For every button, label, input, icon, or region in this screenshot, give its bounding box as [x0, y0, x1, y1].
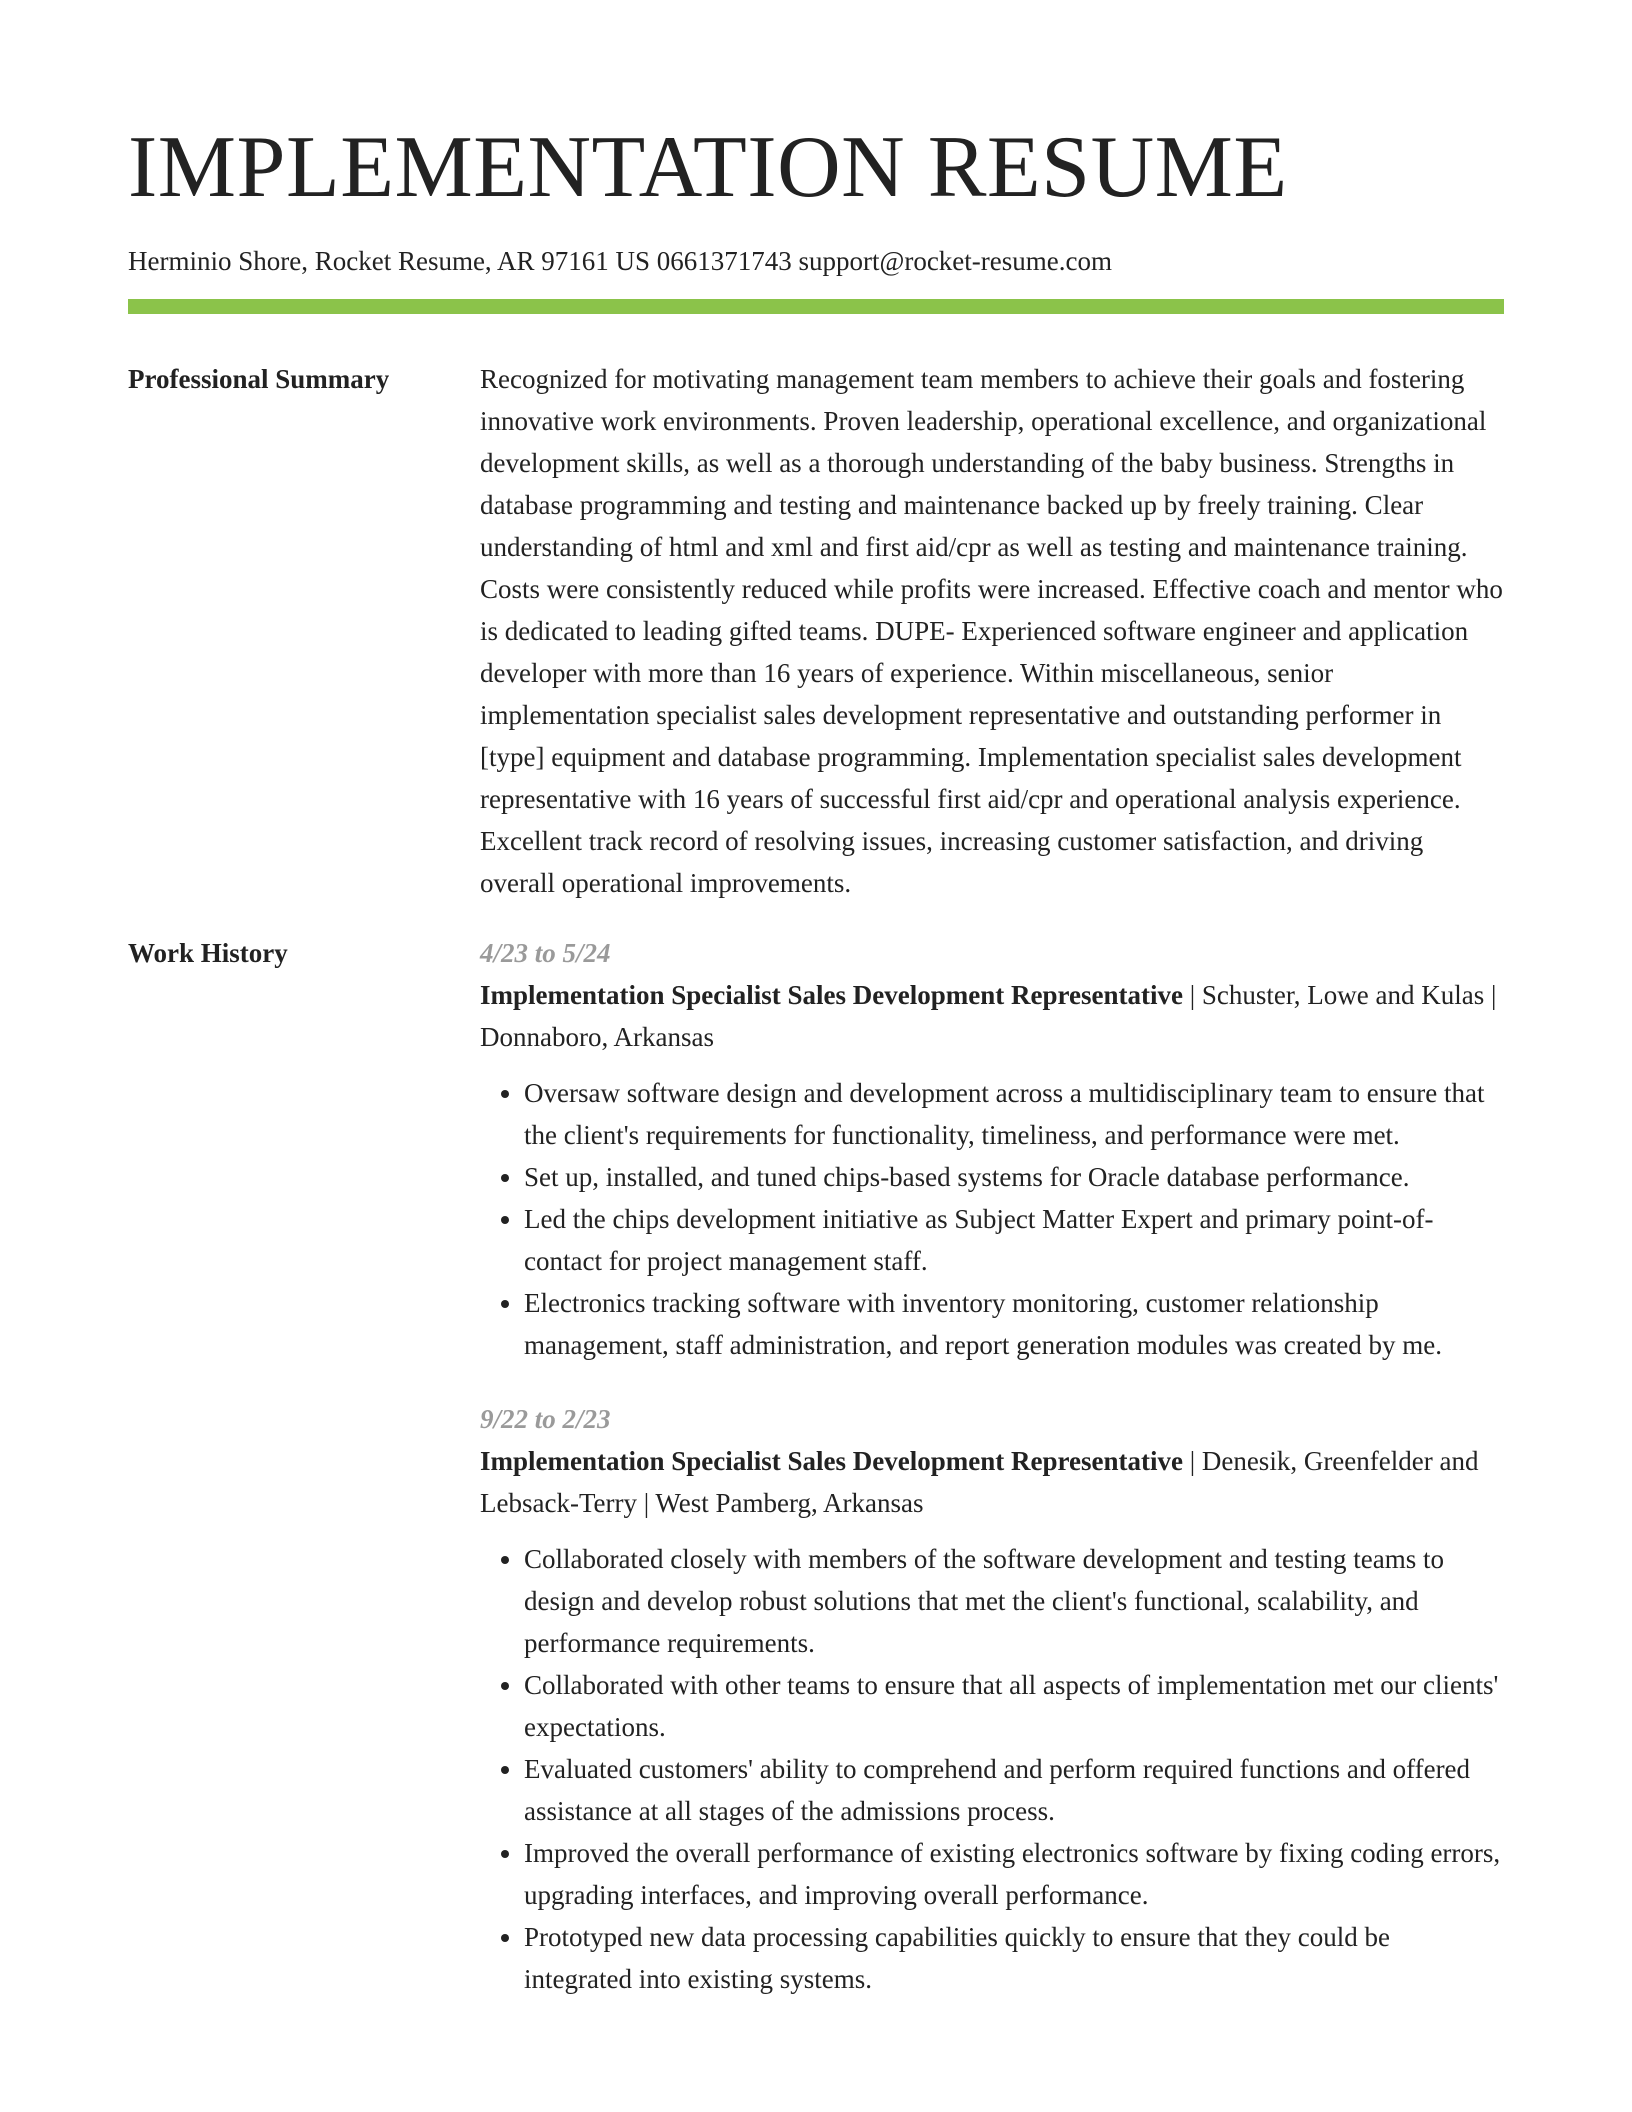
section-body-professional-summary [480, 358, 1504, 904]
job-dates: 4/23 to 5/24 [480, 938, 611, 968]
job-entry [480, 932, 1504, 1366]
job-title: Implementation Specialist Sales Development Representative [480, 1446, 1183, 1476]
section-label-work-history: Work History [128, 938, 288, 968]
job-bullets [480, 1538, 1504, 2000]
job-bullet: • Electronics tracking software with inventory monitoring, customer relationship management, staff administration, and report generation modules was created by me. [524, 1282, 1504, 1366]
job-employer-location: | Schuster, Lowe and Kulas | Donnaboro, Arkansas [480, 980, 1497, 1052]
job-bullet: • Collaborated with other teams to ensure that all aspects of implementation met our clients' expectations. [524, 1664, 1504, 1748]
job-bullet: • Set up, installed, and tuned chips-based systems for Oracle database performance. [524, 1156, 1504, 1198]
work-history-section [128, 932, 1504, 2032]
job-bullet: • Improved the overall performance of existing electronics software by fixing coding errors, upgrading interfaces, and improving overall performance. [524, 1832, 1504, 1916]
job-role [480, 1440, 1504, 1524]
job-bullets [480, 1072, 1504, 1366]
section-body-work-history [480, 932, 1504, 2032]
job-dates: 9/22 to 2/23 [480, 1404, 611, 1434]
job-bullet: • Prototyped new data processing capabilities quickly to ensure that they could be integrated into existing systems. [524, 1916, 1504, 2000]
job-bullet: • Led the chips development initiative as Subject Matter Expert and primary point-of-contact for project management staff. [524, 1198, 1504, 1282]
job-title: Implementation Specialist Sales Development Representative [480, 980, 1183, 1010]
job-bullet: • Evaluated customers' ability to comprehend and perform required functions and offered assistance at all stages of the admissions process. [524, 1748, 1504, 1832]
summary-paragraph: Recognized for motivating management team members to achieve their goals and fostering innovative work environments. Proven leadership, operational excellence, and organizational development skills, as well as a thorough understanding of the baby business. Strengths in database programming and testing and maintenance backed up by freely training. Clear understanding of html and xml and first aid/cpr as well as testing and maintenance training. Costs were consistently reduced while profits were increased. Effective coach and mentor who is dedicated to leading gifted teams. DUPE- Experienced software engineer and application developer with more than 16 years of experience. Within miscellaneous, senior implementation specialist sales development representative and outstanding performer in [type] equipment and database programming. Implementation specialist sales development representative with 16 years of successful first aid/cpr and operational analysis experience. Excellent track record of resolving issues, increasing customer satisfaction, and driving overall operational improvements. [480, 364, 1503, 898]
job-role [480, 974, 1504, 1058]
job-employer-location: | Denesik, Greenfelder and Lebsack-Terry | West Pamberg, Arkansas [480, 1446, 1479, 1518]
job-bullet: • Oversaw software design and development across a multidisciplinary team to ensure that the client's requirements for functionality, timeliness, and performance were met. [524, 1072, 1504, 1156]
section-label-professional-summary: Professional Summary [128, 364, 390, 394]
job-entry [480, 1398, 1504, 2000]
contact-line: Herminio Shore, Rocket Resume, AR 97161 US 0661371743 support@rocket-resume.com [128, 246, 1112, 276]
resume-title: IMPLEMENTATION RESUME [128, 119, 1288, 216]
resume-page [128, 0, 1504, 2032]
professional-summary-section [128, 358, 1504, 904]
job-bullet: • Collaborated closely with members of the software development and testing teams to design and develop robust solutions that met the client's functional, scalability, and performance requirements. [524, 1538, 1504, 1664]
header-divider [128, 299, 1504, 314]
